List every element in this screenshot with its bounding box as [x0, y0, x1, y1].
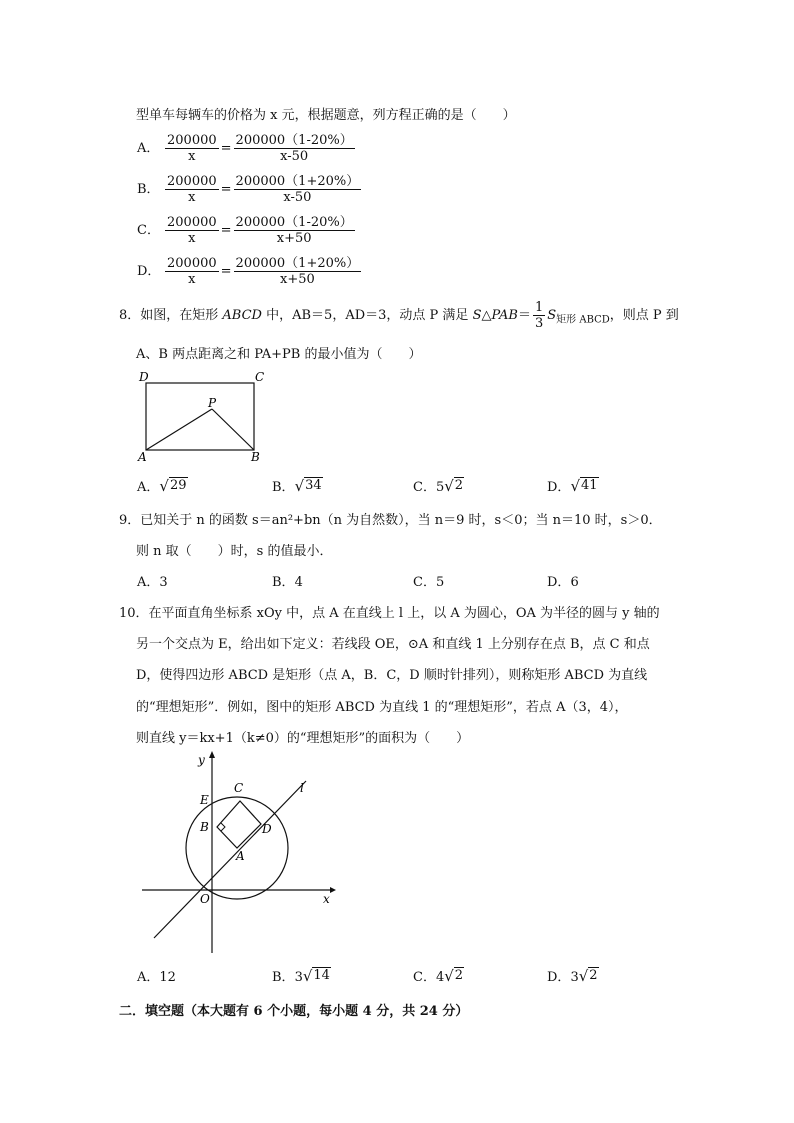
label-b: B [251, 450, 260, 464]
option-letter: D． [137, 264, 161, 279]
q10-stem-line3: D，使得四边形 ABCD 是矩形（点 A，B．C，D 顺时针排列），则称矩形 ABCD 为直线 [136, 668, 648, 683]
y-axis-arrow [209, 751, 215, 758]
section-2-title: 二．填空题（本大题有 6 个小题，每小题 4 分，共 24 分） [119, 1004, 469, 1019]
q8-option-c[interactable]: C．5 √ 2 [413, 477, 464, 495]
q7-option-c[interactable]: C． $\frac{200000}{x}$ = $\frac{200000(1-20\%)}{x+50}$ [137, 215, 353, 246]
label-b: B [200, 820, 209, 834]
q10-option-b[interactable]: B．3 √ 14 [272, 967, 330, 985]
label-d: D [139, 370, 149, 384]
label-a: A [236, 849, 245, 863]
q9-option-b[interactable]: B．4 [272, 575, 303, 590]
q7-stem: 型单车每辆车的价格为 x 元，根据题意，列方程正确的是（ ） [136, 108, 516, 123]
q10-stem-line5: 则直线 y＝kx+1（k≠0）的“理想矩形”的面积为（ ） [136, 731, 470, 746]
q8-stem-line2: A、B 两点距离之和 PA+PB 的最小值为（ ） [136, 347, 422, 362]
q10-stem-line2: 另一个交点为 E，给出如下定义：若线段 OE，⊙A 和直线 1 上分别存在点 B，点 C 和点 [136, 637, 650, 652]
label-e: E [200, 793, 209, 807]
q9-stem-line2: 则 n 取（ ）时，s 的值最小． [136, 544, 333, 559]
q9-option-c[interactable]: C．5 [413, 575, 445, 590]
q10-coordinate-figure [140, 748, 350, 958]
q9-option-a[interactable]: A．3 [137, 575, 168, 590]
q9-stem-line1: 9．已知关于 n 的函数 s＝an²+bn（n 为自然数），当 n＝9 时，s＜0；当 n＝10 时，s＞0． [119, 513, 662, 528]
q8-option-b[interactable]: B． √ 34 [272, 477, 322, 495]
q7-option-d[interactable]: D． $\frac{200000}{x}$ = $\frac{200000(1+20\%)}{x+50}$ [137, 256, 360, 287]
line-l [154, 781, 306, 938]
q8-rectangle-figure [130, 365, 270, 465]
q8-option-d[interactable]: D． √ 41 [547, 477, 598, 495]
option-letter: C． [137, 223, 160, 238]
q8-stem-line1: 8．如图，在矩形 ABCD 中，AB＝5，AD＝3，动点 P 满足 S△PAB＝ $\frac{1}{3}$ $S_{矩形 ABCD}$，则点 P 到 [119, 300, 679, 331]
q9-option-d[interactable]: D．6 [547, 575, 579, 590]
label-y: y [198, 753, 205, 767]
q10-option-d[interactable]: D．3 √ 2 [547, 967, 598, 985]
q7-option-a[interactable]: A． $\frac{200000}{x}$ = $\frac{200000(1-20\%)}{x-50}$ [137, 133, 353, 164]
label-c: C [255, 370, 265, 384]
q10-stem-line1: 10．在平面直角坐标系 xOy 中，点 A 在直线上 l 上，以 A 为圆心，OA 为半径的圆与 y 轴的 [119, 606, 660, 621]
q7-option-b[interactable]: B． $\frac{200000}{x}$ = $\frac{200000(1+20\%)}{x-50}$ [137, 174, 360, 205]
label-x: x [323, 892, 330, 906]
label-a: A [138, 450, 147, 464]
x-axis-arrow [330, 887, 336, 893]
label-l: l [300, 781, 304, 795]
rectangle-abcd [217, 801, 261, 848]
q10-option-a[interactable]: A．12 [137, 970, 176, 985]
option-letter: B． [137, 182, 160, 197]
option-letter: A． [137, 141, 160, 156]
segment-pa [146, 409, 212, 450]
q10-option-c[interactable]: C．4 √ 2 [413, 967, 464, 985]
label-d: D [262, 822, 272, 836]
q8-option-a[interactable]: A． √ 29 [137, 477, 187, 495]
right-angle-mark [221, 823, 225, 831]
label-p: P [208, 396, 217, 410]
q10-stem-line4: 的“理想矩形”．例如，图中的矩形 ABCD 为直线 1 的“理想矩形”，若点 A（3，4）， [136, 700, 628, 715]
segment-pb [212, 409, 254, 450]
label-c: C [234, 781, 244, 795]
label-o: O [200, 892, 210, 906]
